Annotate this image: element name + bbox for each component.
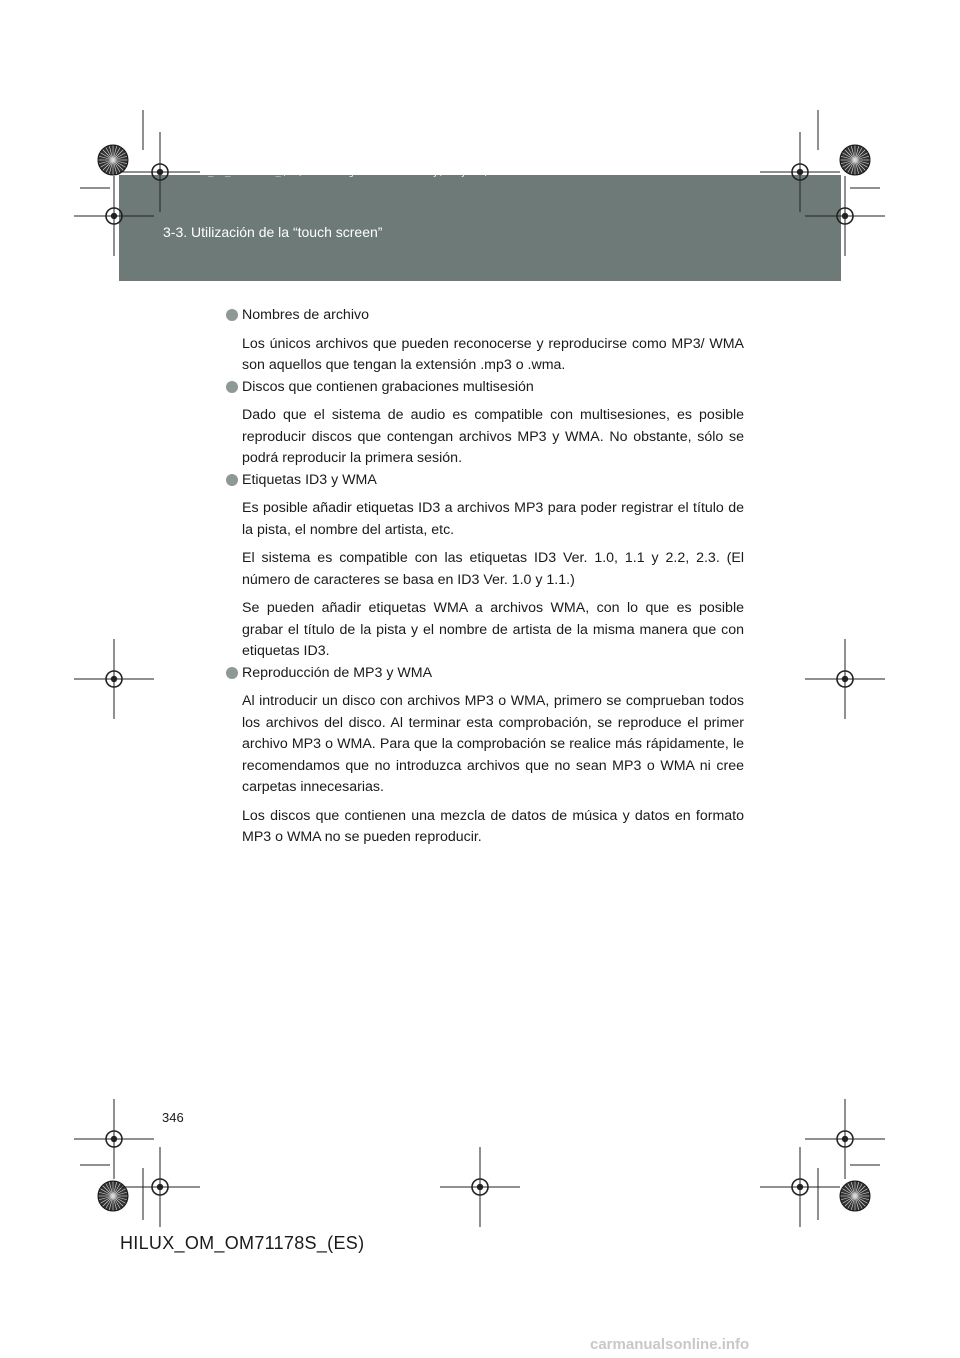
list-item bbox=[224, 305, 744, 377]
paragraph: El sistema es compatible con las etiquetas ID3 Ver. 1.0, 1.1 y 2.2, 2.3. (El número de caracteres se basa en ID3 Ver. 1.0 y 1.1.) bbox=[242, 550, 744, 588]
print-slug: HILUX_OM_OM71178S_(ES).book Page 346 Wednesday, May 16, 2012 3:09 PM bbox=[180, 168, 563, 178]
document-code: HILUX_OM_OM71178S_(ES) bbox=[120, 1233, 365, 1253]
paragraph: Los únicos archivos que pueden reconocerse y reproducirse como MP3/ WMA son aquellos que tengan la extensión .mp3 o .wma. bbox=[242, 335, 744, 373]
bullet-icon bbox=[226, 309, 238, 321]
item-heading: Etiquetas ID3 y WMA bbox=[242, 471, 377, 488]
page-content bbox=[224, 305, 744, 849]
paragraph: Al introducir un disco con archivos MP3 o WMA, primero se comprueban todos los archivos del disco. Al terminar esta comprobación, se reproduce el primer archivo MP3 o WMA. Para que la comprobación se realice más rápidamente, le recomendamos que no introduzca archivos que no sean MP3 o WMA ni cree carpetas innecesarias. bbox=[242, 693, 744, 795]
bullet-icon bbox=[226, 667, 238, 679]
item-heading: Reproducción de MP3 y WMA bbox=[242, 664, 433, 681]
list-item bbox=[224, 470, 744, 663]
list-item bbox=[224, 663, 744, 849]
paragraph: Se pueden añadir etiquetas WMA a archivos WMA, con lo que es posible grabar el título de la pista y el nombre de artista de la misma manera que con etiquetas ID3. bbox=[242, 600, 744, 659]
item-heading: Nombres de archivo bbox=[242, 307, 369, 323]
list-item bbox=[224, 377, 744, 470]
paragraph: Es posible añadir etiquetas ID3 a archivos MP3 para poder registrar el título de la pista, el nombre del artista, etc. bbox=[242, 500, 744, 538]
section-title: 3-3. Utilización de la “touch screen” bbox=[163, 224, 383, 240]
paragraph: Los discos que contienen una mezcla de datos de música y datos en formato MP3 o WMA no se pueden reproducir. bbox=[242, 807, 744, 845]
watermark: carmanualsonline.info bbox=[590, 1336, 750, 1353]
bullet-icon bbox=[226, 381, 238, 393]
item-heading: Discos que contienen grabaciones multisesión bbox=[242, 378, 534, 395]
page-number: 346 bbox=[162, 1110, 184, 1125]
paragraph: Dado que el sistema de audio es compatible con multisesiones, es posible reproducir discos que contengan archivos MP3 y WMA. No obstante, sólo se podrá reproducir la primera sesión. bbox=[242, 407, 744, 466]
bullet-icon bbox=[226, 474, 238, 486]
